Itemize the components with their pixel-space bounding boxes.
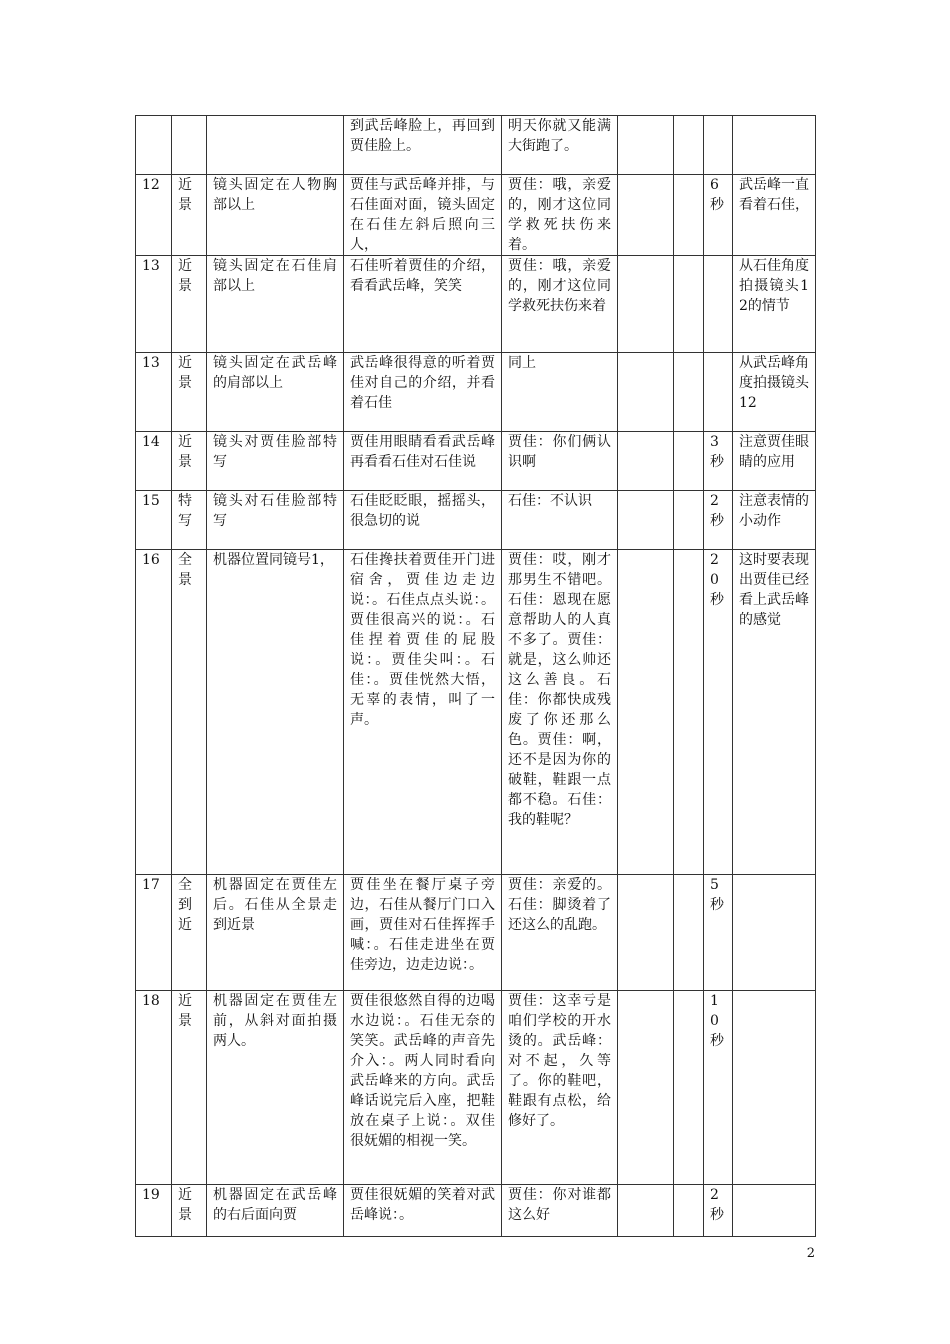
shot-size-cell: 近景 [172, 175, 207, 256]
camera-setup-cell: 镜头固定在武岳峰的肩部以上 [207, 353, 344, 432]
shot-number-cell: 19 [136, 1185, 172, 1237]
blank-col-a-cell [618, 491, 674, 550]
camera-setup-cell: 机器固定在贾佳左后。石佳从全景走到近景 [207, 875, 344, 991]
duration-cell: 2秒 [704, 1185, 733, 1237]
blank-col-b-cell [674, 491, 704, 550]
blank-col-b-cell [674, 1185, 704, 1237]
dialogue-cell: 明天你就又能满大街跑了。 [502, 116, 618, 175]
table-row [136, 491, 816, 550]
page-number: 2 [806, 1246, 815, 1261]
blank-col-b-cell [674, 875, 704, 991]
action-desc-cell: 到武岳峰脸上，再回到贾佳脸上。 [344, 116, 502, 175]
action-desc-cell: 贾佳坐在餐厅桌子旁边，石佳从餐厅门口入画，贾佳对石佳挥挥手喊：。石佳走进坐在贾佳旁边，边走边说：。 [344, 875, 502, 991]
shot-size-cell: 近景 [172, 256, 207, 353]
shot-size-cell: 近景 [172, 991, 207, 1185]
shot-number-cell: 12 [136, 175, 172, 256]
camera-setup-cell: 机器固定在贾佳左前，从斜对面拍摄两人。 [207, 991, 344, 1185]
dialogue-cell: 贾佳：哎，刚才那男生不错吧。石佳：恩现在愿意帮助人的人真不多了。贾佳：就是，这么帅还这么善良。石佳：你都快成残废了你还那么色。贾佳：啊，还不是因为你的破鞋，鞋跟一点都不稳。石佳：我的鞋呢？ [502, 550, 618, 875]
shot-number-cell: 14 [136, 432, 172, 491]
blank-col-b-cell [674, 991, 704, 1185]
duration-cell: 6秒 [704, 175, 733, 256]
shot-number-cell: 16 [136, 550, 172, 875]
duration-cell: 3秒 [704, 432, 733, 491]
blank-col-a-cell [618, 116, 674, 175]
duration-cell [704, 256, 733, 353]
remark-cell: 武岳峰一直看着石佳， [733, 175, 816, 256]
blank-col-b-cell [674, 256, 704, 353]
table-row [136, 353, 816, 432]
camera-setup-cell [207, 116, 344, 175]
blank-col-a-cell [618, 432, 674, 491]
shot-number-cell: 13 [136, 353, 172, 432]
blank-col-b-cell [674, 353, 704, 432]
remark-cell: 这时要表现出贾佳已经看上武岳峰的感觉 [733, 550, 816, 875]
action-desc-cell: 石佳听着贾佳的介绍，看看武岳峰，笑笑 [344, 256, 502, 353]
action-desc-cell: 贾佳很妩媚的笑着对武岳峰说：。 [344, 1185, 502, 1237]
blank-col-b-cell [674, 550, 704, 875]
action-desc-cell: 石佳眨眨眼，摇摇头，很急切的说 [344, 491, 502, 550]
dialogue-cell: 贾佳：你们俩认识啊 [502, 432, 618, 491]
action-desc-cell: 石佳搀扶着贾佳开门进宿舍，贾佳边走边说：。石佳点点头说：。贾佳很高兴的说：。石佳捏着贾佳的屁股说：。贾佳尖叫：。石佳：。贾佳恍然大悟，无辜的表情，叫了一声。 [344, 550, 502, 875]
action-desc-cell: 贾佳与武岳峰并排，与石佳面对面，镜头固定在石佳左斜后照向三人， [344, 175, 502, 256]
remark-cell: 从石佳角度拍摄镜头12的情节 [733, 256, 816, 353]
blank-col-b-cell [674, 432, 704, 491]
camera-setup-cell: 镜头固定在石佳肩部以上 [207, 256, 344, 353]
table-row [136, 875, 816, 991]
shot-size-cell [172, 116, 207, 175]
camera-setup-cell: 镜头对贾佳脸部特写 [207, 432, 344, 491]
camera-setup-cell: 机器固定在武岳峰的右后面向贾 [207, 1185, 344, 1237]
blank-col-a-cell [618, 550, 674, 875]
blank-col-a-cell [618, 991, 674, 1185]
dialogue-cell: 贾佳：亲爱的。石佳：脚烫着了还这么的乱跑。 [502, 875, 618, 991]
remark-cell [733, 116, 816, 175]
dialogue-cell: 贾佳：哦，亲爱的，刚才这位同学救死扶伤来着 [502, 256, 618, 353]
action-desc-cell: 贾佳很悠然自得的边喝水边说：。石佳无奈的笑笑。武岳峰的声音先介入：。两人同时看向武岳峰来的方向。武岳峰话说完后入座，把鞋放在桌子上说：。双佳很妩媚的相视一笑。 [344, 991, 502, 1185]
shot-number-cell: 18 [136, 991, 172, 1185]
table-row [136, 256, 816, 353]
camera-setup-cell: 机器位置同镜号1， [207, 550, 344, 875]
blank-col-a-cell [618, 256, 674, 353]
remark-cell: 从武岳峰角度拍摄镜头12 [733, 353, 816, 432]
remark-cell [733, 875, 816, 991]
shot-size-cell: 近景 [172, 432, 207, 491]
remark-cell: 注意表情的小动作 [733, 491, 816, 550]
dialogue-cell: 石佳：不认识 [502, 491, 618, 550]
dialogue-cell: 同上 [502, 353, 618, 432]
shot-size-cell: 近景 [172, 1185, 207, 1237]
shot-number-cell [136, 116, 172, 175]
shot-size-cell: 近景 [172, 353, 207, 432]
table-row [136, 175, 816, 256]
camera-setup-cell: 镜头对石佳脸部特写 [207, 491, 344, 550]
blank-col-a-cell [618, 1185, 674, 1237]
blank-col-a-cell [618, 353, 674, 432]
shot-number-cell: 13 [136, 256, 172, 353]
blank-col-a-cell [618, 875, 674, 991]
duration-cell: 5秒 [704, 875, 733, 991]
shot-size-cell: 全景 [172, 550, 207, 875]
remark-cell [733, 1185, 816, 1237]
duration-cell [704, 353, 733, 432]
shot-size-cell: 全到近 [172, 875, 207, 991]
duration-cell: 10秒 [704, 991, 733, 1185]
duration-cell: 2秒 [704, 491, 733, 550]
table-row [136, 432, 816, 491]
table-row [136, 116, 816, 175]
dialogue-cell: 贾佳：你对谁都这么好 [502, 1185, 618, 1237]
duration-cell: 20秒 [704, 550, 733, 875]
shot-number-cell: 17 [136, 875, 172, 991]
blank-col-a-cell [618, 175, 674, 256]
remark-cell: 注意贾佳眼睛的应用 [733, 432, 816, 491]
blank-col-b-cell [674, 175, 704, 256]
blank-col-b-cell [674, 116, 704, 175]
shot-size-cell: 特写 [172, 491, 207, 550]
remark-cell [733, 991, 816, 1185]
camera-setup-cell: 镜头固定在人物胸部以上 [207, 175, 344, 256]
action-desc-cell: 武岳峰很得意的听着贾佳对自己的介绍，并看着石佳 [344, 353, 502, 432]
dialogue-cell: 贾佳：哦，亲爱的，刚才这位同学救死扶伤来着。 [502, 175, 618, 256]
table-row [136, 1185, 816, 1237]
table-row [136, 550, 816, 875]
dialogue-cell: 贾佳：这幸亏是咱们学校的开水烫的。武岳峰：对不起，久等了。你的鞋吧，鞋跟有点松，给修好了。 [502, 991, 618, 1185]
storyboard-table [135, 115, 816, 1237]
duration-cell [704, 116, 733, 175]
table-row [136, 991, 816, 1185]
action-desc-cell: 贾佳用眼睛看看武岳峰再看看石佳对石佳说 [344, 432, 502, 491]
shot-number-cell: 15 [136, 491, 172, 550]
